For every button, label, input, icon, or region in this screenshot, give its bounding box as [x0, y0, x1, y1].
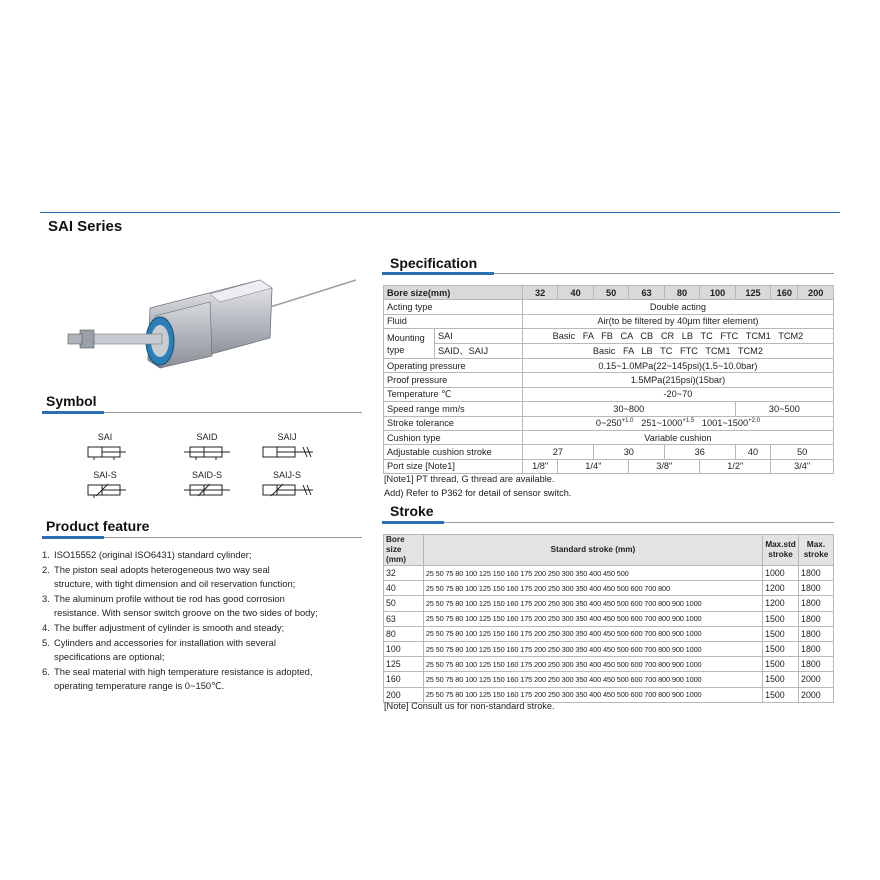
spec-label: Operating pressure [384, 358, 523, 372]
cylinder-product-image [60, 268, 360, 388]
stroke-header-maxstd: Max.std stroke [763, 535, 799, 566]
spec-label: Acting type [384, 300, 523, 314]
spec-label: Speed range mm/s [384, 402, 523, 416]
spec-row [384, 387, 834, 401]
symbol-saij [252, 432, 322, 460]
spec-label: Cushion type [384, 430, 523, 444]
feature-item: 6. The seal material with high temperature resistance is adopted, operating temperature range is 0~150℃. [42, 665, 313, 692]
spec-row [384, 445, 834, 459]
spec-row [384, 459, 834, 473]
specification-heading: Specification [390, 255, 478, 271]
feature-item: 5. Cylinders and accessories for installation with several specifications are optional; [42, 636, 276, 663]
spec-value: Basic FA FB CA CB CR LB TC FTC TCM1 TCM2 [522, 329, 833, 344]
symbol-saij-s [252, 470, 322, 498]
cylinder-symbol-icon [257, 482, 317, 498]
spec-value: 40 [735, 445, 770, 459]
feature-item: 1. ISO15552 (original ISO6431) standard cylinder; [42, 549, 252, 560]
bore-value: 160 [771, 286, 798, 300]
cylinder-symbol-icon [257, 444, 317, 460]
spec-value: 0.15~1.0MPa(22~145psi)(1.5~10.0bar) [522, 358, 833, 372]
spec-value: -20~70 [522, 387, 833, 401]
spec-row [384, 358, 834, 372]
top-rule [40, 212, 840, 213]
spec-row [384, 314, 834, 328]
spec-value: Basic FA LB TC FTC TCM1 TCM2 [522, 344, 833, 359]
spec-row [384, 430, 834, 444]
symbol-label: SAID-S [191, 470, 222, 480]
feature-heading: Product feature [46, 518, 150, 534]
stroke-row: 80 25 50 75 80 100 125 150 160 175 200 250 300 350 400 450 500 600 700 800 900 1000 1500 1800 [384, 626, 834, 641]
stroke-row: 125 25 50 75 80 100 125 150 160 175 200 250 300 350 400 450 500 600 700 800 900 1000 1500 1800 [384, 657, 834, 672]
stroke-row: 200 25 50 75 80 100 125 150 160 175 200 250 300 350 400 450 500 600 700 800 900 1000 1500 2000 [384, 687, 834, 702]
spec-value: 3/8" [629, 459, 700, 473]
spec-value: 30 [593, 445, 664, 459]
spec-value: 1/8" [522, 459, 557, 473]
stroke-row: 100 25 50 75 80 100 125 150 160 175 200 250 300 350 400 450 500 600 700 800 900 1000 1500 1800 [384, 641, 834, 656]
spec-value: 27 [522, 445, 593, 459]
bore-value: 80 [664, 286, 699, 300]
stroke-header-standard: Standard stroke (mm) [423, 535, 762, 566]
cylinder-symbol-icon [82, 444, 128, 460]
spec-label: Fluid [384, 314, 523, 328]
stroke-table [383, 534, 834, 703]
bore-value: 63 [629, 286, 664, 300]
feature-list [42, 548, 382, 694]
spec-row [384, 300, 834, 314]
spec-value: 30~500 [735, 402, 833, 416]
stroke-row: 160 25 50 75 80 100 125 150 160 175 200 250 300 350 400 450 500 600 700 800 900 1000 1500 2000 [384, 672, 834, 687]
stroke-heading: Stroke [390, 503, 434, 519]
spec-label: Proof pressure [384, 373, 523, 387]
stroke-row: 50 25 50 75 80 100 125 150 160 175 200 250 300 350 400 450 500 600 700 800 900 1000 1200 1800 [384, 596, 834, 611]
spec-label: Bore size(mm) [384, 286, 523, 300]
spec-row [384, 402, 834, 416]
feature-item: 3. The aluminum profile without tie rod has good corrosion resistance. With sensor switch groove on the two sides of body; [42, 592, 318, 619]
stroke-header-row [384, 535, 834, 566]
symbol-sai [70, 432, 140, 460]
spec-label: Port size [Note1] [384, 459, 523, 473]
spec-header-row [384, 286, 834, 300]
spec-note-1: [Note1] PT thread, G thread are available. [384, 474, 555, 484]
cylinder-symbol-icon [184, 482, 230, 498]
spec-value: Double acting [522, 300, 833, 314]
spec-label: Temperature ℃ [384, 387, 523, 401]
symbol-said-s [172, 470, 242, 498]
spec-value: 36 [664, 445, 735, 459]
spec-value: 1.5MPa(215psi)(15bar) [522, 373, 833, 387]
symbol-said [172, 432, 242, 460]
spec-label: Stroke tolerance [384, 416, 523, 430]
spec-value: 1/4" [558, 459, 629, 473]
series-title: SAI Series [48, 218, 123, 235]
bore-value: 125 [735, 286, 770, 300]
stroke-row: 40 25 50 75 80 100 125 150 160 175 200 250 300 350 400 450 500 600 700 800 1200 1800 [384, 581, 834, 596]
stroke-note: [Note] Consult us for non-standard stroke. [384, 701, 555, 711]
spec-value: 3/4" [771, 459, 834, 473]
symbol-heading: Symbol [46, 393, 97, 409]
stroke-header-max: Max. stroke [799, 535, 834, 566]
bore-value: 40 [558, 286, 593, 300]
spec-value: Air(to be filtered by 40μm filter element) [522, 314, 833, 328]
symbol-label: SAIJ-S [272, 470, 301, 480]
spec-value: 50 [771, 445, 834, 459]
stroke-header-bore: Bore size (mm) [384, 535, 424, 566]
feature-item: 4. The buffer adjustment of cylinder is smooth and steady; [42, 621, 285, 633]
symbol-label: SAIJ [277, 432, 297, 442]
bore-value: 100 [700, 286, 735, 300]
stroke-rule [382, 522, 834, 523]
specification-table [383, 285, 834, 474]
symbol-label: SAID [196, 432, 218, 442]
specification-rule-accent [382, 272, 494, 275]
feature-rule-accent [42, 536, 104, 539]
spec-note-2: Add) Refer to P362 for detail of sensor switch. [384, 488, 572, 498]
symbol-rule-accent [42, 411, 104, 414]
spec-row [384, 329, 834, 344]
bore-value: 50 [593, 286, 628, 300]
bore-value: 200 [798, 286, 834, 300]
feature-item: 2. The piston seal adopts heterogeneous two way seal structure, with tight dimension and oil reservation function; [42, 563, 296, 590]
spec-value: 1/2" [700, 459, 771, 473]
symbol-label: SAI [97, 432, 113, 442]
cylinder-symbol-icon [184, 444, 230, 460]
bore-value: 32 [522, 286, 557, 300]
symbol-label: SAI-S [93, 470, 117, 480]
cylinder-symbol-icon [82, 482, 128, 498]
stroke-row: 32 25 50 75 80 100 125 150 160 175 200 250 300 350 400 450 500 1000 1800 [384, 566, 834, 581]
spec-label-mounting: Mounting type SAI SAID、SAIJ [384, 329, 523, 359]
spec-row [384, 373, 834, 387]
spec-value: Variable cushion [522, 430, 833, 444]
symbol-sai-s [70, 470, 140, 498]
spec-row [384, 416, 834, 430]
spec-label: Adjustable cushion stroke [384, 445, 523, 459]
stroke-row: 63 25 50 75 80 100 125 150 160 175 200 250 300 350 400 450 500 600 700 800 900 1000 1500 1800 [384, 611, 834, 626]
spec-value-tolerance: $0\sim 250^{+1.0}$ $251\sim 1000^{+1.5}$ $1001\sim 1500^{+2.0}$ [522, 416, 833, 430]
stroke-rule-accent [382, 521, 444, 524]
spec-value: 30~800 [522, 402, 735, 416]
